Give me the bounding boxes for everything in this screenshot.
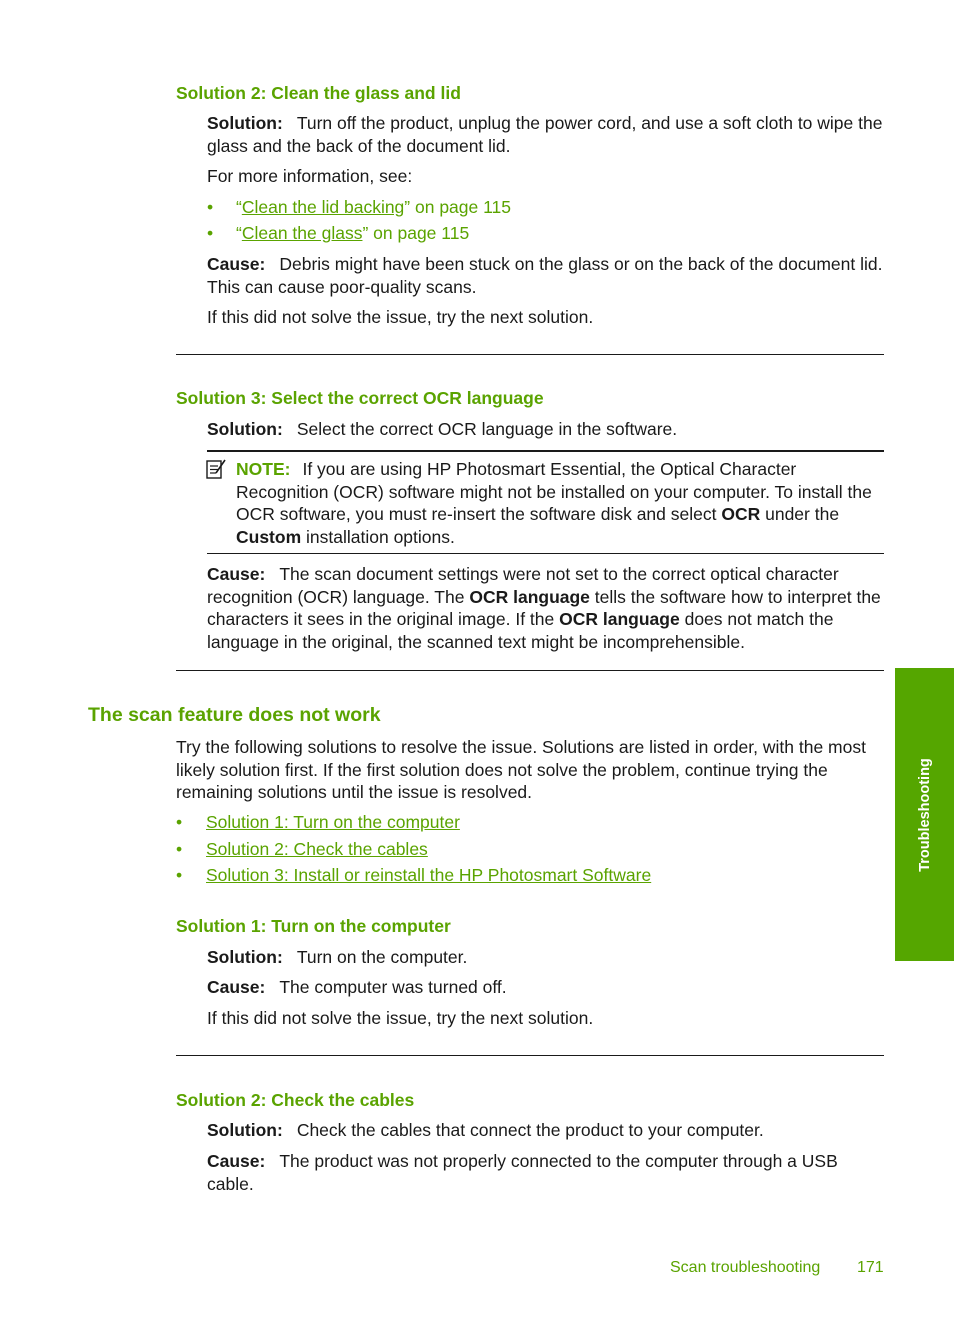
cause-text: The scan document settings were not set to the correct optical character recognition (OCR) language. The — [207, 564, 839, 607]
link-item[interactable] — [236, 222, 469, 245]
note-paragraph — [236, 458, 886, 548]
bullet: • — [176, 865, 183, 885]
note-icon — [205, 458, 227, 486]
more-info-text: For more information, see: — [207, 166, 413, 186]
bullet: • — [207, 223, 214, 243]
bullet: • — [176, 812, 183, 832]
page-reference: ” on page 115 — [404, 197, 512, 217]
solution-paragraph — [207, 946, 467, 969]
section-heading: Solution 1: Turn on the computer — [176, 916, 451, 936]
cause-bold-ocr-language: OCR language — [559, 609, 680, 629]
page-number: 171 — [857, 1259, 884, 1276]
solution-text: Turn off the product, unplug the power cord, and use a soft cloth to wipe the glass and the back of the document lid. — [207, 113, 883, 156]
divider — [176, 354, 884, 355]
section-heading: Solution 2: Check the cables — [176, 1090, 415, 1110]
note-text: If you are using HP Photosmart Essential, the Optical Character Recognition (OCR) software might not be installed on your computer. To install the OCR software, you must re-insert the software disk and select — [236, 459, 872, 524]
next-solution-text: If this did not solve the issue, try the next solution. — [207, 307, 594, 327]
section-heading: Solution 3: Select the correct OCR language — [176, 388, 544, 408]
link-item[interactable] — [236, 196, 511, 219]
cause-text: The computer was turned off. — [279, 977, 507, 997]
note-bold-custom: Custom — [236, 526, 302, 547]
solution-text: Select the correct OCR language in the software. — [296, 419, 678, 439]
solution-text: Check the cables that connect the product to your computer. — [296, 1120, 764, 1140]
note-text: installation options. — [306, 526, 455, 547]
bullet: • — [207, 197, 214, 217]
cause-text: tells the software how to interpret the characters it sees in the original image. If the — [207, 586, 881, 629]
solution-paragraph — [207, 1119, 764, 1142]
quote-open: “ — [236, 197, 242, 217]
solution-1-link[interactable]: Solution 1: Turn on the computer — [206, 812, 460, 832]
note-bold-ocr: OCR — [721, 504, 761, 524]
cause-label: Cause: — [207, 977, 266, 997]
note-label: NOTE: — [236, 459, 291, 479]
note-top-rule — [207, 450, 884, 452]
solution-label: Solution: — [207, 1120, 283, 1140]
cause-bold-ocr-language: OCR language — [469, 586, 590, 607]
solution-3-link[interactable]: Solution 3: Install or reinstall the HP Photosmart Software — [206, 865, 652, 885]
cause-label: Cause: — [207, 564, 266, 584]
cause-paragraph — [207, 253, 887, 298]
cause-text: does not match the language in the original, the scanned text might be incomprehensible. — [207, 609, 834, 652]
intro-paragraph: Try the following solutions to resolve the issue. Solutions are listed in order, with the most likely solution first. If the first solution does not solve the problem, continue trying the remaining solutions until the issue is resolved. — [176, 737, 866, 802]
page-reference: ” on page 115 — [362, 223, 470, 243]
quote-open: “ — [236, 223, 242, 243]
note-bottom-rule — [207, 553, 884, 554]
side-tab-label: Troubleshooting — [916, 757, 933, 872]
clean-lid-backing-link[interactable]: Clean the lid backing — [241, 197, 405, 217]
solution-label: Solution: — [207, 113, 283, 133]
topic-heading: The scan feature does not work — [88, 704, 381, 726]
solution-paragraph — [207, 112, 887, 157]
cause-paragraph — [207, 976, 507, 999]
solution-2-link[interactable]: Solution 2: Check the cables — [206, 839, 428, 859]
bullet: • — [176, 839, 183, 859]
solution-text: Turn on the computer. — [296, 947, 468, 967]
divider — [176, 1055, 884, 1056]
cause-text: The product was not properly connected to the computer through a USB cable. — [207, 1151, 838, 1194]
footer-section-title: Scan troubleshooting — [670, 1259, 821, 1276]
clean-glass-link[interactable]: Clean the glass — [241, 223, 363, 243]
cause-label: Cause: — [207, 1151, 266, 1171]
next-solution-text: If this did not solve the issue, try the next solution. — [207, 1008, 594, 1028]
solution-label: Solution: — [207, 419, 283, 439]
solution-label: Solution: — [207, 947, 283, 967]
divider — [176, 670, 884, 671]
section-heading: Solution 2: Clean the glass and lid — [176, 83, 461, 103]
solution-paragraph — [207, 418, 887, 441]
cause-text: Debris might have been stuck on the glass or on the back of the document lid. This can cause poor-quality scans. — [207, 254, 883, 297]
cause-paragraph — [207, 1150, 887, 1195]
side-tab-label-wrap — [895, 668, 954, 961]
cause-paragraph — [207, 563, 887, 653]
cause-label: Cause: — [207, 254, 266, 274]
note-text: under the — [765, 504, 840, 524]
